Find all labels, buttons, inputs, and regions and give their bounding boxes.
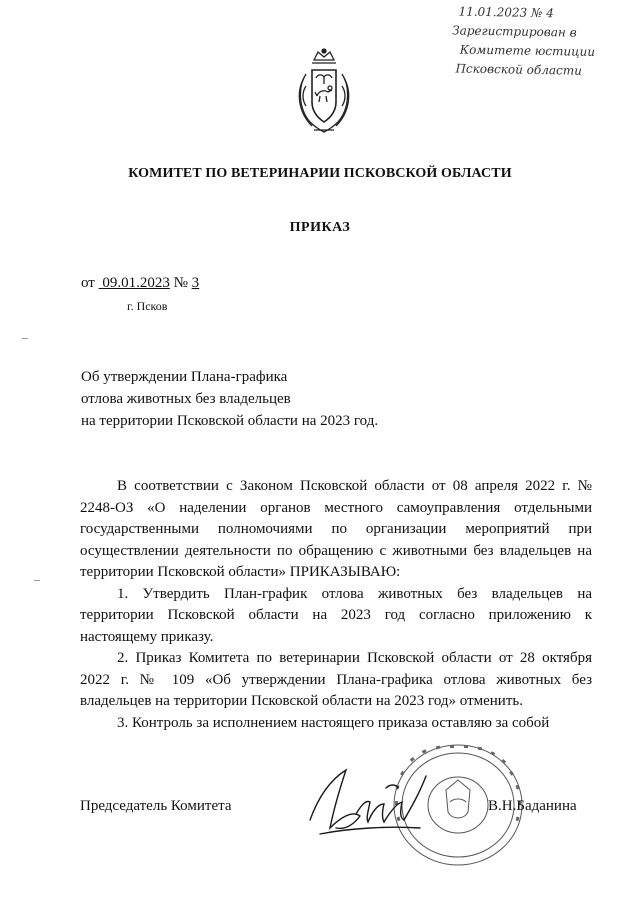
document-type-title: ПРИКАЗ <box>289 220 351 235</box>
subject-line: Об утверждении Плана-графика <box>81 369 288 385</box>
order-body <box>80 476 592 734</box>
clause-1: 1. Утвердить План-график отлова животных без владельцев на территории Псковской области на 2023 год согласно приложению к настоящему приказу. <box>80 585 592 645</box>
date-prefix: от <box>81 275 95 291</box>
signatory-position: Председатель Комитета <box>80 798 232 814</box>
subject-line: отлова животных без владельцев <box>81 391 291 407</box>
handwritten-line: Комитете юстиции <box>459 42 596 59</box>
order-date <box>99 275 170 291</box>
margin-dash: – <box>22 330 28 344</box>
handwritten-line: Псковской области <box>455 61 583 78</box>
committee-name: КОМИТЕТ ПО ВЕТЕРИНАРИИ ПСКОВСКОЙ ОБЛАСТИ <box>128 166 512 181</box>
order-subject <box>81 366 378 432</box>
coat-of-arms-icon <box>292 46 356 136</box>
order-date-value: 09.01.2023 <box>102 275 170 291</box>
clause-3: 3. Контроль за исполнением настоящего приказа оставляю за собой <box>117 714 550 731</box>
handwritten-line: Зарегистрирован в <box>452 23 577 40</box>
handwritten-line: 11.01.2023 № 4 <box>458 4 554 21</box>
clause-2: 2. Приказ Комитета по ветеринарии Псковской области от 28 октября 2022 г. № 109 «Об утверждении Плана-графика отлова животных без владельцев на территории Псковской области на 2023 год» отменить. <box>80 650 592 709</box>
margin-dash: – <box>34 572 40 586</box>
preamble-paragraph: В соответствии с Законом Псковской области от 08 апреля 2022 г. № 2248-ОЗ «О наделении органов местного самоуправления отдельными государственными полномочиями по организации мероприятий при осуществлении деятельности по обращению с животными без владельцев на территории Псковской области» ПРИКАЗЫВАЮ: <box>80 478 592 580</box>
handwritten-signature-icon <box>300 758 450 848</box>
city-label: г. Псков <box>127 299 168 313</box>
order-date-line <box>81 275 199 292</box>
subject-line: на территории Псковской области на 2023 год. <box>81 413 379 429</box>
order-number: 3 <box>191 275 200 291</box>
handwritten-registration-note <box>451 2 632 81</box>
number-sign: № <box>173 275 188 291</box>
signatory-name: В.Н.Баданина <box>488 798 577 814</box>
